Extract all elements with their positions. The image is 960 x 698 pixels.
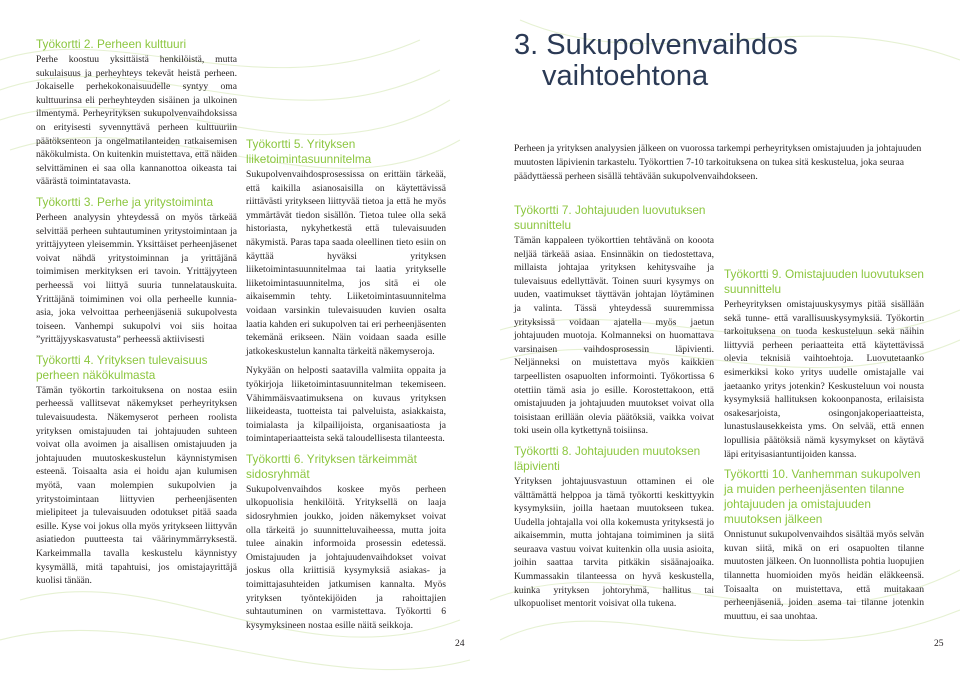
worksheet-2-text: Perhe koostuu yksittäistä henkilöistä, mutta sukulaisuus ja perheyhteys tekevät heistä perheen. Jokaiselle perhekokonaisuudelle syntyy oma kulttuurinsa eli perheyhteyden sisäinen ja ulkoinen ilmentymä. Perheyrityksen sukupolvenvaihdoksissa on erityisesti syvennyttävä perheen kulttuuriin päätöksenteon ja ongelmatilanteiden ratkaisemisen näkökulmista. On kuitenkin muistettava, että näiden selvittäminen ei saa olla kannanottoa oikeasta tai väärästä toimintatavasta.	[36, 54, 237, 188]
chapter-heading-line-2: vaihtoehtona	[542, 60, 709, 92]
right-page-column-2	[724, 267, 924, 629]
worksheet-6-text: Sukupolvenvaihdos koskee myös perheen ulkopuolisia henkilöitä. Yrityksellä on laaja sidosryhmien joukko, joiden näkemykset voivat olla tärkeitä jo suunnitteluvaiheessa, mutta joita tulee ainakin informoida prosessin edetessä. Omistajuuden ja johtajuudenvaihdokset voivat joskus olla kriittisiä kysymyksiä asiakas- ja toimittajasuhteiden jatkumisen kannalta. Myös yrityksen työntekijöiden ja rahoittajien suhtautuminen on varmistettava. Työkortti 6 kysymyksineen nostaa esille näitä seikkoja.	[246, 483, 446, 631]
left-page-column-1	[36, 37, 237, 594]
worksheet-7-title: Työkortti 7. Johtajuuden luovutuksen suunnittelu	[514, 203, 706, 232]
worksheet-8-text: Yrityksen johtajuusvastuun ottaminen ei ole välttämättä helppoa ja tämä työkortti keskittyykin kysymyksiin, joilla haetaan muutokseen tukea. Uudella johtajalla voi olla kokemusta yrityksestä jo aikaisemmin, mutta johtajana toimiminen ja siitä seuraava vastuu voivat kuitenkin olla uusia asioita, joihin saattaa tarvita pitkäkin sisäänajoaika. Kummassakin tilanteessa on hyvä keskustella, kuinka yrityksen johtoryhmä, hallitus tai ulkopuoliset mentorit voisivat olla tukena.	[514, 475, 714, 610]
worksheet-10-title: Työkortti 10. Vanhemman sukupolven ja muiden perheenjäsenten tilanne johtajuuden ja omistajuuden muutoksen jälkeen	[724, 467, 921, 527]
worksheet-10-text: Onnistunut sukupolvenvaihdos sisältää myös selvän kuvan siitä, mikä on eri osapuolten tilanne muutosten jälkeen. On luonnollista pohtia luopujien tilannetta huomioiden myös heidän eläkkeensä. Toisaalta on muistettava, että muitakaan perheenjäseniä, joiden asema tai tilanne jotenkin muuttuu, ei saa unohtaa.	[724, 529, 924, 622]
chapter-heading-line-1: 3. Sukupolvenvaihdos	[514, 29, 798, 61]
worksheet-3-title: Työkortti 3. Perhe ja yritystoiminta	[36, 194, 214, 209]
left-page-column-2	[246, 137, 446, 638]
page-number-left: 24	[455, 638, 465, 649]
worksheet-5-text-2: Nykyään on helposti saatavilla valmiita oppaita ja työkirjoja liiketoimintasuunnitelman tekemiseen. Vähimmäisvaatimuksena on kuvaus yrityksen liikeideasta, tuotteista tai palveluista, asiakkaista, toimialasta ja kilpailijoista, organisaatiosta ja toimintaperiaatteista sekä taloudellisesta tilanteesta.	[246, 365, 446, 445]
worksheet-5-text: Sukupolvenvaihdosprosessissa on erittäin tärkeää, että kaikilla asianosaisilla on käytettävissä riittävästi yritykseen liittyvää tietoa ja että he myös ymmärtävät tiedon sisällön. Tietoa tulee olla sekä historiasta, nykyhetkestä että tulevaisuuden näkymistä. Paras tapa saada oleellinen tieto esiin on käyttää hyväksi yrityksen liiketoimintasuunnitelmaa tai laatia yritykselle liiketoimintasuunnitelma, jos sitä ei ole aikaisemmin tehty. Liiketoimintasuunnitelma voidaan varsinkin tulevaisuuden kuvien osalta laatia kahden eri sukupolven tai eri perheenjäsenten tekemänä erikseen. Näin voidaan saada esille jatkokeskustelun kannalta tärkeitä näkemyseroja.	[246, 169, 446, 357]
worksheet-3-text: Perheen analyysin yhteydessä on myös tärkeää selvittää perheen suhtautuminen yritystoimintaan ja yrittäjyyteen yleisemmin. Yksittäiset perheenjäsenet voivat nähdä yritystoiminnan ja yrittäjänä toimimisen merkityksen eri tavoin. Yrittäjyyteen perheessä voi liittyä suuria tunnelatauskuita. Yrittäjänä toimiminen voi olla perheelle kunnia-asia, joka velvoittaa perheenjäseniä sukupolvesta toiseen. Vanhempi sukupolvi voi siis hoitaa ”yrittäjyyskasvatusta” perheessä aktiivisesti	[36, 211, 237, 346]
chapter-intro: Perheen ja yrityksen analyysien jälkeen on vuorossa tarkempi perheyrityksen omistajuuden ja johtajuuden muutosten läpivienin tarkastelu. Työkorttien 7-10 tarkoituksena on tukea sitä keskustelua, joka seuraa päädyttäessä perheen sisällä tehtävään sukupolvenvaihdokseen.	[514, 143, 922, 182]
worksheet-8-title: Työkortti 8. Johtajuuden muutoksen läpivienti	[514, 443, 701, 473]
page-number-right: 25	[934, 638, 944, 649]
worksheet-5-title: Työkortti 5. Yrityksen liiketoimintasuunnitelma	[246, 137, 372, 166]
right-page-column-1	[514, 203, 714, 617]
worksheet-2-title: Työkortti 2. Perheen kulttuuri	[36, 37, 187, 51]
worksheet-4-text: Tämän työkortin tarkoituksena on nostaa esiin perheessä vallitsevat näkemykset perheyrityksen tulevaisuudesta. Näkemyserot perheen roolista yrityksen omistajuuden tai johtajuuden suhteen voivat olla avoimen ja aisallisen omistajuuden ja johtajuuden muutoskeskustelun käynnistymisen esteenä. Toisaalta asia ei hoidu ajan kulumisen myötä, vaan molempien sukupolvien ja yritystoimintaan liittyvien perheenjäsenten mielipiteet ja tulevaisuuden odotukset pitää saada esille. Kyse voi jokus olla myös yritykseen liittyvän asiatiedon puutteesta tai väärinymmärryksestä. Karkeimmalla tavalla keskustelu käynnistyy kysymällä, mitä tapahtuisi, jos omistajayrittäjä kuolisi tänään.	[36, 384, 237, 587]
worksheet-6-title: Työkortti 6. Yrityksen tärkeimmät sidosryhmät	[246, 451, 417, 481]
chapter-heading	[514, 30, 798, 92]
worksheet-7-text: Tämän kappaleen työkorttien tehtävänä on kooota neljää tärkeää asiaa. Ensinnäkin on tiedostettava, millaista johtajaa yrityksen kehitysvaihe ja tulevaisuus edellyttävät. Toinen suuri kysymys on uuden, vaatimukset täyttävän johtajan löytäminen ja valinta. Tässä yhteydessä suuremmissa yrityksissä voidaan ajatella myös jaetun johtajuuden muotoja. Kolmanneksi on huomattava varsinaisen vaihdosprosessin läpivienti. Neljänneksi on muistettava myös kaikkien tarpeellisten osapuolten informointi. Työkortissa 6 otettiin tämä asia jo esille. Korostettakoon, että omistajuuden ja johtajuuden muutokset voivat olla toisistaan erillään olevia päätöksiä, vaikka voivat toki usein olla kytkettynä toisiinsa.	[514, 235, 714, 437]
worksheet-9-text: Perheyrityksen omistajuuskysymys pitää sisällään sekä tunne- että varallisuuskysymyksiä. Työkortin tarkoituksena on tuoda keskusteluun sekä näihin liittyviä perheen periaatteita että käytettävissä olevia teknisiä vaihtoehtoja. Luovutetaanko esimerkiksi koko yritys uudelle omistajalle vai jaetaanko yritys jotenkin? Keskusteluun voi nousta kysymyksiä hallituksen kokoonpanosta, erilaisista osakesarjoista, osingonjakoperiaatteista, lunastuslausekkeista yms. On selvää, että ennen lopullisia päätöksiä nämä kysymykset on käytävä läpi erityisasiantuntijoiden kanssa.	[724, 299, 924, 460]
worksheet-4-title: Työkortti 4. Yrityksen tulevaisuus perheen näkökulmasta	[36, 352, 208, 382]
worksheet-9-title: Työkortti 9. Omistajuuden luovutuksen suunnittelu	[724, 267, 924, 296]
